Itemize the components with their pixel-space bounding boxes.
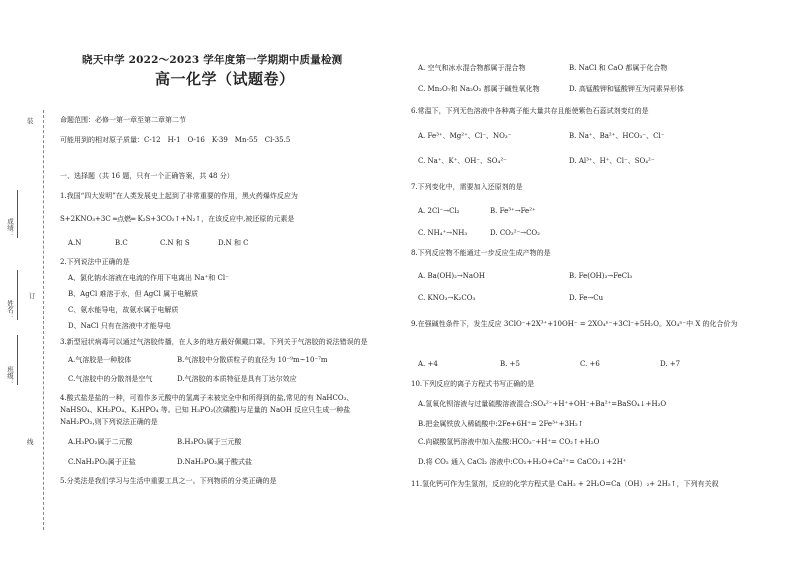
q5-option-a: A. 空气和冰水混合物都属于混合物: [418, 64, 526, 72]
name-field[interactable]: [17, 270, 18, 320]
atomic-mass-line: 可能用到的相对原子质量：C-12 H-1 O-16 K-39 Mn-55 Cl-35.5: [60, 136, 291, 144]
q6-option-a: A. Fe³⁺、Mg²⁺、Cl⁻、NO₃⁻: [418, 132, 512, 140]
q7-option-a: A. 2Cl⁻→Cl₂: [418, 207, 460, 215]
q10-option-d: D.将 CO₂ 通入 CaCl₂ 溶液中:CO₂+H₂O+Ca²⁺= CaCO₃↓+2H⁺: [418, 458, 627, 466]
q4-option-c: C.NaH₂PO₂属于正盐: [68, 458, 136, 466]
q3-stem: 3.新型冠状病毒可以通过气溶胶传播，在人多的地方最好佩戴口罩。下列关于气溶胶的说法错误的是: [60, 338, 368, 346]
school-title: 晓天中学 2022～2023 学年度第一学期期中质量检测: [82, 54, 343, 66]
q8-option-a: A. Ba(OH)₂→NaOH: [418, 272, 485, 280]
q10-option-a: A.氢氧化钡溶液与过量硫酸溶液混合:SO₄²⁻+H⁺+OH⁻+Ba²⁺=BaSO₄↓+H₂O: [418, 400, 667, 408]
q10-option-c: C.向碳酸氢钙溶液中加入盐酸:HCO₃⁻+H⁺= CO₂↑+H₂O: [418, 438, 600, 446]
q9-option-d: D. +7: [660, 360, 681, 368]
q1-line1: 1.我国“四大发明”在人类发展史上起到了非常重要的作用，黑火药爆炸反应为: [60, 192, 298, 200]
q4-option-a: A.H₃PO₂属于二元酸: [68, 438, 133, 446]
q4-line3: NaH₂PO₂,则下列说法正确的是: [60, 418, 158, 426]
subject-title: 高一化学（试题卷）: [155, 70, 295, 88]
q6-option-d: D. Al³⁺、H⁺、Cl⁻、SO₄²⁻: [569, 157, 655, 165]
q2-option-d: D、NaCl 只有在溶液中才能导电: [68, 322, 171, 330]
q3-option-a: A.气溶胶是一种胶体: [68, 356, 132, 364]
scope-line: 命题范围：必修一第一章至第二章第二节: [60, 116, 186, 124]
q10-option-b: B.把金属铁放入稀硫酸中:2Fe+6H⁺= 2Fe³⁺+3H₂↑: [418, 420, 584, 428]
margin-ding: 订: [29, 292, 36, 300]
q11-stem: 11.氢化钙可作为生氢剂，反应的化学方程式是 CaH₂ + 2H₂O=Ca（OH）₂+ 2H₂↑，下列有关叙: [411, 480, 719, 488]
margin-xian: 线: [27, 438, 34, 446]
q9-option-a: A. +4: [418, 360, 438, 368]
q10-stem: 10.下列反应的离子方程式书写正确的是: [411, 380, 535, 388]
q8-stem: 8.下列反应物不能通过一步反应生成产物的是: [411, 249, 551, 257]
q7-option-d: D. CO₃²⁻→CO₂: [490, 229, 540, 237]
q5-option-b: B. NaCl 和 CaO 都属于化合物: [569, 64, 668, 72]
margin-zhuang: 装: [27, 117, 34, 125]
q5-stem: 5.分类法是我们学习与生活中重要工具之一。下列物质的分类正确的是: [60, 477, 277, 485]
q1-option-d: D.N 和 C: [218, 239, 249, 247]
q1-option-a: A.N: [68, 239, 82, 247]
score-label: 成绩：: [6, 218, 14, 238]
q3-option-d: D.气溶胶的本质特征是具有丁达尔效应: [177, 375, 297, 383]
q1-option-b: B.C: [115, 239, 128, 247]
q9-stem: 9.在强碱性条件下，发生反应 3ClO⁻+2X³⁺+10OH⁻ = 2XO₄ⁿ⁻+3Cl⁻+5H₂O。XO₄ⁿ⁻中 X 的化合价为: [411, 320, 738, 328]
class-field[interactable]: [17, 335, 18, 385]
q4-option-b: B.H₃PO₂属于三元酸: [177, 438, 242, 446]
score-field[interactable]: [17, 190, 18, 238]
q9-option-b: B. +5: [500, 360, 520, 368]
q2-option-b: B、AgCl 难溶于水，但 AgCl 属于电解质: [68, 290, 199, 298]
q6-option-c: C. Na⁺、K⁺、OH⁻、SO₄²⁻: [418, 157, 507, 165]
q3-option-b: B.气溶胶中分散质粒子的直径为 10⁻⁹m~10⁻⁷m: [177, 356, 328, 364]
q8-option-c: C. KNO₃→K₂CO₃: [418, 294, 476, 302]
q6-stem: 6.常温下，下列无色溶液中各种离子能大量共存且能使紫色石蕊试剂变红的是: [411, 107, 649, 115]
q5-option-d: D. 高锰酸钾和锰酸钾互为同素异形体: [569, 85, 684, 93]
q7-option-b: B. Fe³⁺→Fe²⁺: [490, 207, 536, 215]
q4-line2: NaHSO₄、KH₂PO₄、K₂HPO₄ 等。已知 H₃PO₂(次磷酸)与足量的 NaOH 反应只生成一种盐: [60, 406, 351, 414]
q8-option-d: D. Fe→Cu: [569, 294, 604, 302]
q7-option-c: C. NH₄⁺→NH₃: [418, 229, 468, 237]
binding-line: [43, 110, 44, 530]
q6-option-b: B. Na⁺、Ba²⁺、HCO₃⁻、Cl⁻: [569, 132, 665, 140]
q7-stem: 7.下列变化中，需要加入还原剂的是: [411, 183, 523, 191]
q9-option-c: C. +6: [580, 360, 600, 368]
q5-option-c: C. Mn₂O₇和 Na₂O₂ 都属于碱性氧化物: [418, 85, 540, 93]
q3-option-c: C.气溶胶中的分散剂是空气: [68, 375, 153, 383]
q4-line1: 4.酸式盐是盐的一种，可看作多元酸中的氢离子未被完全中和所得到的盐,常见的有 NaHCO₃、: [60, 394, 354, 402]
q1-line2: S+2KNO₃+3C ═点燃═ K₂S+3CO₂↑+N₂↑，在该反应中,被还原的元素是: [60, 215, 295, 223]
q2-option-a: A、氯化钠水溶液在电流的作用下电离出 Na⁺和 Cl⁻: [68, 274, 229, 282]
q4-option-d: D.NaH₂PO₂属于酸式盐: [177, 458, 253, 466]
section-heading: 一、选择题（共 16 题，只有一个正确答案，共 48 分）: [60, 172, 234, 180]
q1-option-c: C.N 和 S: [160, 239, 190, 247]
q2-stem: 2.下列说法中正确的是: [60, 258, 130, 266]
name-label: 姓名：: [6, 300, 14, 320]
class-label: 班级：: [6, 366, 14, 386]
q8-option-b: B. Fe(OH)₃→FeCl₃: [569, 272, 633, 280]
q2-option-c: C、氨水能导电，故氨水属于电解质: [68, 306, 179, 314]
